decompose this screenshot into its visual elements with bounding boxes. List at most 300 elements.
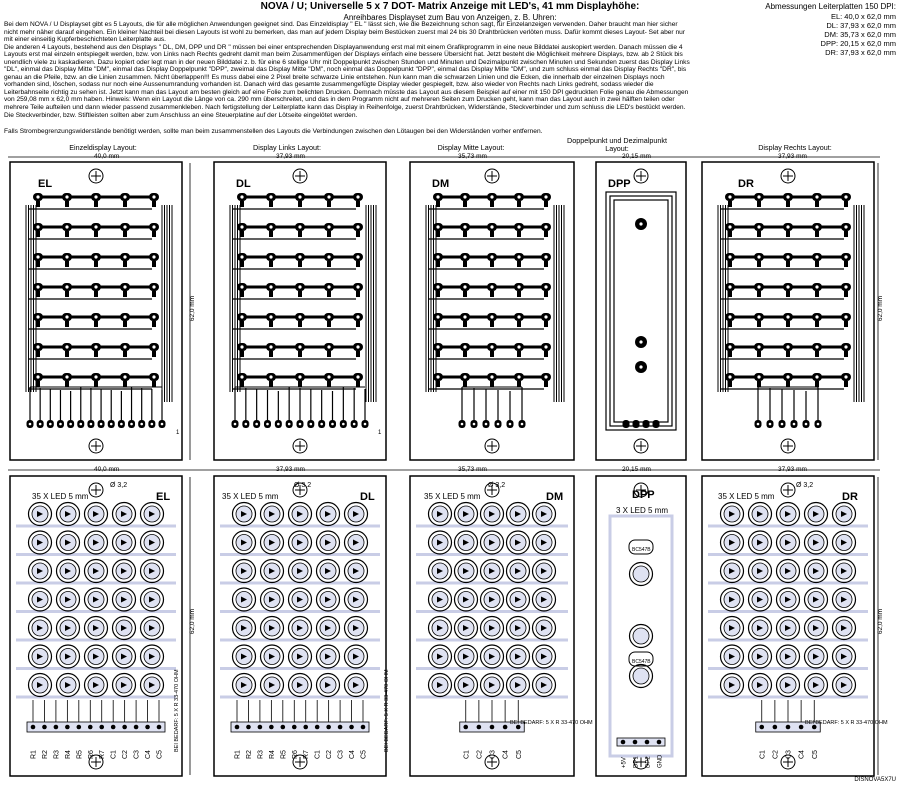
drill-hole — [240, 375, 243, 378]
connector-hole — [100, 423, 103, 426]
component-layout-dm — [410, 476, 574, 776]
drill-hole — [269, 375, 272, 378]
pad-link — [490, 231, 494, 237]
pin-pad — [145, 725, 150, 730]
drill-hole — [463, 225, 466, 228]
connector-hole — [90, 423, 93, 426]
copper-layout-dr — [702, 162, 874, 460]
pin-label: R3 — [257, 750, 265, 759]
pin-pad — [122, 725, 127, 730]
pad-link — [36, 231, 40, 237]
pad-link — [490, 261, 494, 267]
drill-hole — [517, 195, 520, 198]
drill-hole — [356, 225, 359, 228]
pad-link — [815, 351, 819, 357]
connector-hole — [485, 423, 488, 426]
drill-hole — [298, 285, 301, 288]
pin-label: C3 — [489, 750, 497, 759]
pin-pad — [54, 725, 59, 730]
drill-hole — [123, 255, 126, 258]
pin-label: R2 — [245, 750, 253, 759]
pad-link — [65, 321, 69, 327]
drill-hole — [36, 375, 39, 378]
drill-hole — [844, 285, 847, 288]
pad-link — [152, 291, 156, 297]
led-body — [633, 668, 649, 684]
dimension-row: DPP: 20,15 x 62,0 mm — [820, 39, 896, 48]
pad-link — [123, 351, 127, 357]
connector-pad — [643, 420, 650, 428]
drill-hole — [298, 315, 301, 318]
pad-link — [123, 201, 127, 207]
drill-hole — [269, 285, 272, 288]
drill-hole — [240, 345, 243, 348]
pad-link — [815, 321, 819, 327]
pin-label: R5 — [280, 750, 288, 759]
drill-hole — [517, 225, 520, 228]
pad-link — [327, 291, 331, 297]
pad-link — [65, 261, 69, 267]
dpp-hole — [639, 340, 642, 343]
board-code-el-top: EL — [38, 178, 53, 190]
drill-hole — [728, 195, 731, 198]
drill-hole — [544, 195, 547, 198]
pin-label: R2 — [41, 750, 49, 759]
drill-hole — [298, 225, 301, 228]
drill-hole — [65, 225, 68, 228]
pin-label: C5 — [156, 750, 164, 759]
drill-hole — [65, 375, 68, 378]
pin-label: C5 — [811, 750, 819, 759]
board-code-el-bottom: EL — [156, 491, 171, 503]
drill-hole — [298, 255, 301, 258]
pad-link — [152, 261, 156, 267]
pad-link — [844, 201, 848, 207]
resistor-note-dl: BEI BEDARF: 5 X R 33-470 OHM — [384, 669, 390, 752]
drill-hole — [786, 285, 789, 288]
pad-link — [123, 321, 127, 327]
drill-hole — [815, 375, 818, 378]
pad-link — [356, 291, 360, 297]
pad-link — [94, 381, 98, 387]
pin-header — [27, 722, 165, 732]
pad-link — [844, 381, 848, 387]
width-dim-dl-2: 37,93 mm — [276, 466, 305, 473]
copper-layout-dpp — [596, 162, 686, 460]
drill-hole — [436, 315, 439, 318]
pin-label: C1 — [314, 750, 322, 759]
pin-pad — [633, 740, 638, 745]
led-label-dpp: 3 X LED 5 mm — [616, 506, 669, 515]
pad-link — [269, 321, 273, 327]
dimension-row: DL: 37,93 x 62,0 mm — [826, 21, 896, 30]
connector-hole — [497, 423, 500, 426]
drill-hole — [152, 285, 155, 288]
pad-link — [152, 351, 156, 357]
width-dim-dm: 35,73 mm — [458, 153, 487, 160]
pad-link — [463, 201, 467, 207]
drill-hole — [844, 375, 847, 378]
pad-link — [815, 231, 819, 237]
pad-link — [123, 291, 127, 297]
pad-link — [327, 381, 331, 387]
connector-hole — [757, 423, 760, 426]
pin-pad — [157, 725, 162, 730]
pin-pad — [463, 725, 468, 730]
pad-link — [436, 381, 440, 387]
pad-link — [728, 291, 732, 297]
height-dim-2: 62,0 mm — [877, 295, 885, 322]
hole-label-dr: Ø 3,2 — [796, 482, 814, 489]
drill-hole — [844, 195, 847, 198]
led-label-dm: 35 X LED 5 mm — [424, 492, 481, 501]
connector-hole — [79, 423, 82, 426]
drill-hole — [490, 345, 493, 348]
pad-link — [240, 291, 244, 297]
drill-hole — [327, 225, 330, 228]
pad-link — [356, 381, 360, 387]
pad-link — [757, 351, 761, 357]
drill-hole — [36, 345, 39, 348]
drill-hole — [757, 285, 760, 288]
pad-link — [815, 291, 819, 297]
pad-link — [757, 201, 761, 207]
pad-link — [490, 291, 494, 297]
drill-hole — [786, 375, 789, 378]
drill-hole — [844, 225, 847, 228]
pin-header — [231, 722, 369, 732]
pin-pad — [77, 725, 82, 730]
dpp-part-2: BC547B — [632, 659, 651, 665]
pin-pad — [31, 725, 36, 730]
pad-link — [844, 261, 848, 267]
hole-label-dl: Ø 3,2 — [294, 482, 312, 489]
connector-pad — [633, 420, 640, 428]
dimension-row: DM: 35,73 x 62,0 mm — [824, 30, 896, 39]
pin-label: R6 — [87, 750, 95, 759]
drill-hole — [544, 345, 547, 348]
pad-link — [436, 201, 440, 207]
width-dim-dpp-2: 20,15 mm — [622, 466, 651, 473]
connector-hole — [817, 423, 820, 426]
connector-hole — [140, 423, 143, 426]
drill-hole — [490, 225, 493, 228]
pad-link — [757, 291, 761, 297]
pad-link — [728, 381, 732, 387]
drill-hole — [517, 345, 520, 348]
pad-link — [298, 261, 302, 267]
pin-label: +5V — [621, 757, 628, 768]
pad-link — [356, 321, 360, 327]
drill-hole — [298, 195, 301, 198]
drill-hole — [65, 195, 68, 198]
pad-link — [298, 291, 302, 297]
connector-hole — [120, 423, 123, 426]
pin-pad — [338, 725, 343, 730]
pad-link — [240, 321, 244, 327]
pad-link — [36, 291, 40, 297]
pin-label: C4 — [145, 750, 153, 759]
drill-hole — [356, 255, 359, 258]
connector-hole — [509, 423, 512, 426]
drill-hole — [94, 315, 97, 318]
pad-link — [844, 291, 848, 297]
pad-link — [240, 201, 244, 207]
pad-link — [544, 231, 548, 237]
pin-pad — [503, 725, 508, 730]
drill-hole — [152, 315, 155, 318]
connector-hole — [277, 423, 280, 426]
drill-hole — [65, 285, 68, 288]
pad-link — [298, 381, 302, 387]
pad-link — [815, 381, 819, 387]
connector-hole — [353, 423, 356, 426]
drill-hole — [327, 285, 330, 288]
page-subtitle: Anreihbares Displayset zum Bau von Anzeigen, z. B. Uhren: — [343, 13, 557, 22]
drill-hole — [240, 315, 243, 318]
pin-pad — [292, 725, 297, 730]
width-dim-dm-2: 35,73 mm — [458, 466, 487, 473]
resistor-note-dm: BEI BEDARF: 5 X R 33-470 OHM — [510, 720, 593, 726]
drill-hole — [356, 345, 359, 348]
drill-hole — [757, 195, 760, 198]
pin-label: C3 — [337, 750, 345, 759]
board-code-dl-bottom: DL — [360, 491, 375, 503]
pad-link — [757, 231, 761, 237]
drill-hole — [269, 255, 272, 258]
pin-label: C1 — [463, 750, 471, 759]
pad-link — [728, 351, 732, 357]
pin-label: R7 — [303, 750, 311, 759]
connector-hole — [781, 423, 784, 426]
pad-link — [517, 351, 521, 357]
pad-link — [298, 201, 302, 207]
board-code-dpp-top: DPP — [608, 178, 631, 190]
pin-pad — [799, 725, 804, 730]
pad-link — [152, 201, 156, 207]
pad-link — [728, 261, 732, 267]
drill-hole — [728, 255, 731, 258]
connector-hole — [29, 423, 32, 426]
drill-hole — [490, 315, 493, 318]
pin-label: C1 — [759, 750, 767, 759]
pad-link — [152, 321, 156, 327]
pin-label: C5 — [515, 750, 523, 759]
pad-link — [327, 351, 331, 357]
drill-hole — [356, 285, 359, 288]
connector-pad — [623, 420, 630, 428]
pin-label: C3 — [133, 750, 141, 759]
panel-label-dl: Display Links Layout: — [253, 143, 321, 152]
drill-hole — [728, 315, 731, 318]
drill-hole — [94, 345, 97, 348]
drill-hole — [356, 195, 359, 198]
drill-hole — [815, 285, 818, 288]
board-code-dm-top: DM — [432, 178, 450, 190]
pin-pad — [315, 725, 320, 730]
pin-pad — [645, 740, 650, 745]
pad-link — [463, 231, 467, 237]
pin-label: R1 — [234, 750, 242, 759]
pad-link — [786, 231, 790, 237]
drill-hole — [269, 195, 272, 198]
pad-link — [844, 321, 848, 327]
pad-link — [436, 291, 440, 297]
copper-layout-dm — [410, 162, 574, 460]
pad-link — [517, 291, 521, 297]
drill-hole — [490, 285, 493, 288]
connector-hole — [110, 423, 113, 426]
pad-link — [123, 261, 127, 267]
drill-hole — [123, 375, 126, 378]
pin-label: R3 — [53, 750, 61, 759]
drill-hole — [786, 345, 789, 348]
drill-hole — [152, 195, 155, 198]
copper-layout-dl — [214, 162, 386, 460]
width-dim-dr-2: 37,93 mm — [778, 466, 807, 473]
drill-hole — [463, 315, 466, 318]
pin-label: R7 — [99, 750, 107, 759]
drill-hole — [436, 225, 439, 228]
led-label-dr: 35 X LED 5 mm — [718, 492, 775, 501]
dimension-row: EL: 40,0 x 62,0 mm — [830, 12, 896, 21]
pin-pad — [786, 725, 791, 730]
board-code-dm-bottom: DM — [546, 491, 564, 503]
drill-hole — [786, 225, 789, 228]
pad-link — [517, 321, 521, 327]
pad-link — [36, 261, 40, 267]
drill-hole — [152, 345, 155, 348]
drill-hole — [815, 315, 818, 318]
board-code-dr-top: DR — [738, 178, 754, 190]
width-dim-dl: 37,93 mm — [276, 153, 305, 160]
drill-hole — [123, 285, 126, 288]
footnote-text: Falls Strombegrenzungswiderstände benötigt werden, sollte man beim zusammenstellen des Layouts die Verbindungen zwischen den Lötaugen bei den Widerständen vorher entfernen. — [4, 128, 543, 135]
pin-label: R4 — [268, 750, 276, 759]
led-body — [633, 628, 649, 644]
connector-hole — [299, 423, 302, 426]
pin-label: DP2 — [645, 756, 652, 768]
pad-link — [36, 381, 40, 387]
drill-hole — [152, 375, 155, 378]
drill-hole — [436, 285, 439, 288]
width-dim-el: 40,0 mm — [94, 153, 120, 160]
pin-label: R4 — [64, 750, 72, 759]
dimension-row: DR: 37,93 x 62,0 mm — [825, 48, 896, 57]
pad-link — [240, 351, 244, 357]
pad-link — [356, 231, 360, 237]
pad-link — [356, 351, 360, 357]
drill-hole — [463, 285, 466, 288]
dimensions-heading: Abmessungen Leiterplatten 150 DPI: — [765, 2, 896, 11]
pad-link — [36, 201, 40, 207]
connector-hole — [461, 423, 464, 426]
pad-link — [436, 261, 440, 267]
drill-hole — [123, 345, 126, 348]
connector-hole — [769, 423, 772, 426]
drill-hole — [757, 315, 760, 318]
drill-hole — [517, 375, 520, 378]
pad-link — [123, 381, 127, 387]
pad-link — [240, 381, 244, 387]
page-title: NOVA / U; Universelle 5 x 7 DOT- Matrix Anzeige mit LED's, 41 mm Displayhöhe: — [260, 1, 640, 12]
pad-link — [327, 231, 331, 237]
pad-link — [815, 201, 819, 207]
pad-link — [844, 231, 848, 237]
connector-hole — [59, 423, 62, 426]
drill-hole — [240, 285, 243, 288]
pad-link — [463, 261, 467, 267]
connector-hole — [130, 423, 133, 426]
drill-hole — [298, 375, 301, 378]
drill-hole — [463, 195, 466, 198]
drill-hole — [463, 345, 466, 348]
width-dim-el-2: 40,0 mm — [94, 466, 120, 473]
pin-pad — [99, 725, 104, 730]
drill-hole — [65, 345, 68, 348]
pad-link — [844, 351, 848, 357]
drill-hole — [490, 375, 493, 378]
pin-label: C3 — [785, 750, 793, 759]
drill-hole — [728, 285, 731, 288]
pad-link — [36, 321, 40, 327]
connector-hole — [245, 423, 248, 426]
pad-link — [517, 201, 521, 207]
pad-link — [298, 321, 302, 327]
corner-code: DISNOVA5X7U — [854, 777, 896, 783]
pad-link — [544, 201, 548, 207]
pin-pad — [88, 725, 93, 730]
drill-hole — [94, 255, 97, 258]
drill-hole — [815, 255, 818, 258]
pad-link — [269, 261, 273, 267]
pin-label: C1 — [110, 750, 118, 759]
pad-link — [463, 291, 467, 297]
pad-link — [517, 381, 521, 387]
drill-hole — [94, 195, 97, 198]
connector-hole — [69, 423, 72, 426]
connector-hole — [805, 423, 808, 426]
drill-hole — [463, 255, 466, 258]
pad-link — [490, 351, 494, 357]
pin-label: R5 — [76, 750, 84, 759]
intro-text: Bei dem NOVA / U Displayset gibt es 5 Layouts, die für alle möglichen Anwendungen geeignet sind. Das Einzeldisplay " EL " lässt sich, wie die Bezeichnung schon sagt, für Einzelanzeigen verwenden. Daher braucht man hier sicher nicht mehr näher darauf eingehen. Ein kleiner Nachteil bei diesen Layouts ist wohl zu bemerken, das man auf jedem Display beim Bestücken zuerst mal 24 bis 30 Drahtbrücken verlöten muss. Dafür kommt dieses Layout- Set aber nur mit einer einseitig Kupferbeschichteten Leiterplatte aus. Die anderen 4 Layouts, bestehend aus den Displays " DL, DM, DPP und DR " müssen bei einer entsprechenden Displayanwendung erst mal mit einem Grafikprogramm in eine neue Bilddatei auskopiert werden. Danach müssen die 4 Layouts erst mal einzeln entspiegelt werden, bzw. von Links nach Rechts gedreht damit man beim Zusammenfügen der Displays einfach eine bessere Übersicht hat. Jetzt besteht die Möglichkeit mehrere Displays, bzw. ab 2 Stück bis unendlich viele zu kaskadieren. Dazu kopiert oder legt man in der neuen Bilddatei z. b. für eine 6 stellige Uhr mit Doppelpunkt zwischen Stunden und Minuten und Dezimalpunkt zwischen Minuten und Sekunden zuerst das Display Links "DL", einmal das Display Mitte "DM", einmal das Display Doppelpunkt "DPP", zweimal das Display Mitte "DM", noch einmal das Doppelpunkt "DPP", einmal das Display Mitte "DM", und zum schluss einmal das Display Rechts "DR", bis genau an die Pfeile, bzw. an die Linien zusammen. Nicht überlappen!!! Es muss dabei eine 2 Pixel breite schwarze Linie entstehen. Nun kann man die schwarzen Linien und die Ecken, die innerhalb der einzelnen Displays noch vorhanden sind, löschen, sodass nur noch eine Aussenumrandung vorhanden ist. Danach wird das gesamte zusammengefügte Display wieder gespiegelt, bzw. also wieder von Rechts nach Links gedreht, sodass wieder die Leiterbahnseite richtig zu sehen ist. Jetzt kann man das Layout am besten gleich auf eine Folie zum belichten Drucken. Demnach müsste das Layout aus diesem Beispiel auf einer mit 150 DPI gedruckten Folie genau die Abmessungen von 259,08 mm x 62,0 mm haben. Hinweis: Wenn ein Layout die Länge von ca. 290 mm überschreitet, und das in dem Programm nicht auf mehreren Seiten zum Drucken geht, kann man das Layout auch in zwei hälften teilen oder mehrere Teile aufteilen und dann wieder passend zusammenkleben. Nach fertigstellung der Leiterplatte kann das Display in Reihenfolge, zuerst Drahtbrücken, Widerstände, Steckverbinder und zum schluss die LED's bestückt werden. Die Steckverbinder, bzw. Stiftleisten sollten aber zum Anschluss an eine Steuerplatine auf der Lötseite eingelötet werden. — [4, 21, 690, 119]
pad-link — [490, 201, 494, 207]
pad-link — [65, 381, 69, 387]
pad-link — [517, 231, 521, 237]
drill-hole — [728, 345, 731, 348]
pin-pad — [65, 725, 70, 730]
drill-hole — [544, 375, 547, 378]
pad-link — [327, 321, 331, 327]
pin-label: GND — [657, 754, 664, 768]
pin-label: R1 — [30, 750, 38, 759]
drill-hole — [544, 285, 547, 288]
pad-link — [436, 351, 440, 357]
connector-hole — [521, 423, 524, 426]
drill-hole — [517, 285, 520, 288]
pad-link — [269, 231, 273, 237]
pin-pad — [759, 725, 764, 730]
drill-hole — [152, 225, 155, 228]
pad-link — [152, 231, 156, 237]
pin-label: DP1 — [633, 756, 640, 768]
drill-hole — [844, 345, 847, 348]
connector-hole — [151, 423, 154, 426]
pin-label: C4 — [349, 750, 357, 759]
drill-hole — [517, 315, 520, 318]
drill-hole — [844, 255, 847, 258]
